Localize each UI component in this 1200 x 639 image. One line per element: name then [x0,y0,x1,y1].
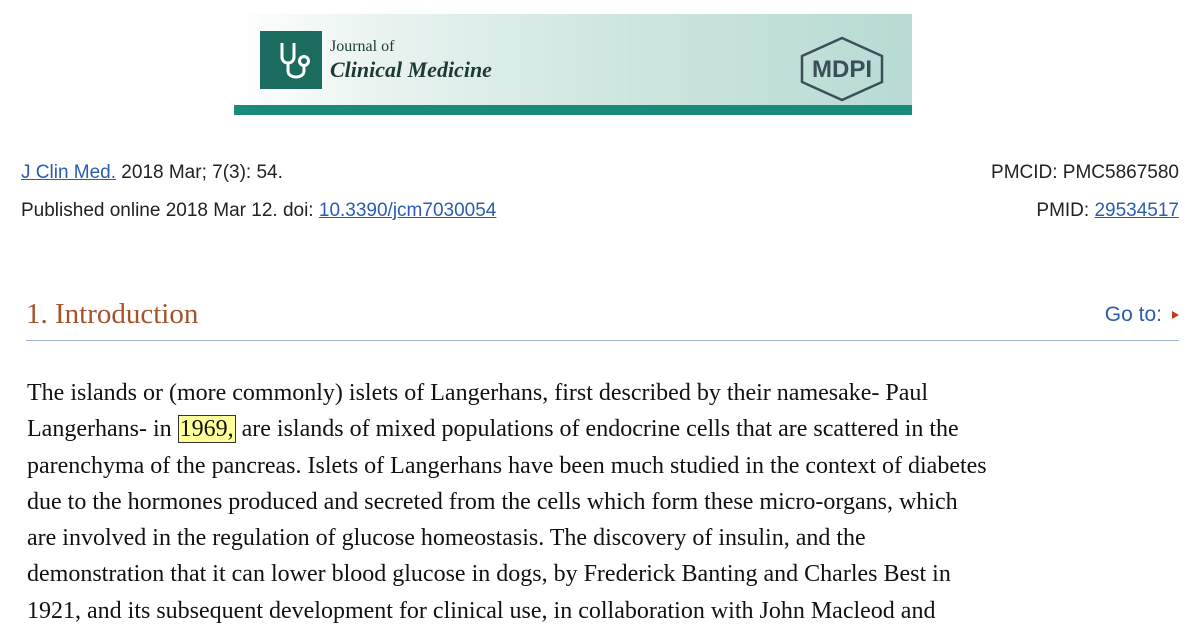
pmcid: PMCID: PMC5867580 [991,162,1179,183]
paragraph-line: are involved in the regulation of glucose homeostasis. The discovery of insulin, and the [27,525,866,552]
triangle-right-icon [1172,311,1179,319]
section-title: 1. Introduction [26,298,199,330]
published-text: Published online 2018 Mar 12. doi: [21,200,319,221]
journal-link[interactable]: J Clin Med. [21,162,117,183]
paragraph-line: parenchyma of the pancreas. Islets of Langerhans have been much studied in the context of diabetes [27,452,987,479]
journal-banner [234,14,912,115]
goto-label: Go to: [1104,303,1162,326]
banner-bar [234,105,912,115]
citation-issue: 2018 Mar; 7(3): 54. [116,162,283,183]
highlighted-year: 1969, [179,416,234,443]
pmid-link[interactable]: 29534517 [1094,200,1179,221]
line-text: are islands of mixed populations of endocrine cells that are scattered in the [241,416,959,443]
doi-link[interactable]: 10.3390/jcm7030054 [318,200,497,221]
goto-button[interactable] [1105,303,1179,327]
journal-name: Clinical Medicine [330,57,492,82]
intro-paragraph [27,375,1187,629]
citation-published-row [21,192,496,230]
journal-name-small: Journal of [330,38,395,55]
paragraph-line: due to the hormones produced and secreted from the cells which form these micro-organs, which [27,488,958,515]
pmid-row [991,192,1179,230]
paragraph-line: 1921, and its subsequent development for clinical use, in collaboration with John Macleod and [27,597,936,624]
stethoscope-icon [260,31,322,89]
line-text: Langerhans- in [27,416,172,443]
paragraph-line [27,411,1187,447]
citation-journal-row [21,154,496,192]
mdpi-logo [792,34,892,104]
pmid-label: PMID: [1036,200,1095,221]
paragraph-line: The islands or (more commonly) islets of Langerhans, first described by their namesake- Paul [27,380,929,406]
section-header [26,298,1179,341]
citation-ids [991,154,1179,230]
citation-info [21,154,496,230]
paragraph-line: demonstration that it can lower blood glucose in dogs, by Frederick Banting and Charles Best in [27,561,951,588]
mdpi-logo-text: MDPI [812,56,872,83]
